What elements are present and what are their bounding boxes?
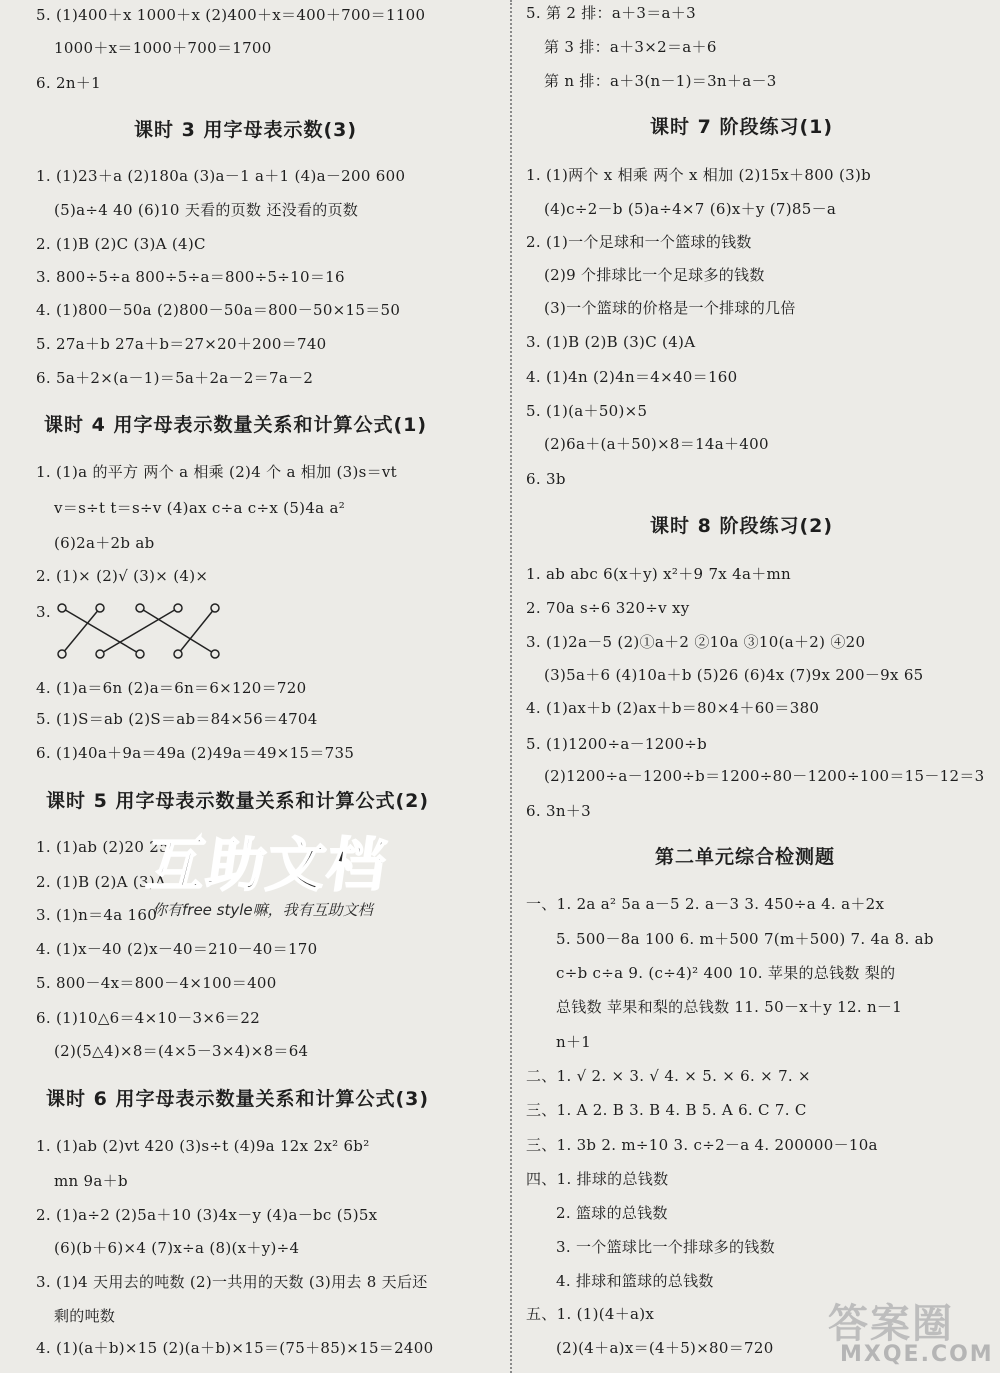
answer-line: n＋1 — [556, 1033, 592, 1051]
answer-line: (3)5a＋6 (4)10a＋b (5)26 (6)4x (7)9x 200－9x 65 — [544, 666, 924, 684]
answer-line: 6. (1)40a＋9a＝49a (2)49a＝49×15＝735 — [36, 744, 355, 762]
answer-line: 5. 500－8a 100 6. m＋500 7(m＋500) 7. 4a 8. ab — [556, 930, 934, 948]
answer-line: 第 n 排：a＋3(n－1)＝3n＋a－3 — [544, 72, 777, 90]
site-logo-domain: MXQE.COM — [840, 1342, 994, 1367]
site-logo-text: 答案圈 — [828, 1301, 954, 1347]
answer-line: (2)1200÷a－1200÷b＝1200÷80－1200÷100＝15－12＝3 — [544, 767, 985, 785]
answer-line: 3. — [36, 603, 51, 621]
answer-line: 5. 800－4x＝800－4×100＝400 — [36, 974, 277, 992]
answer-line: 5. (1)1200÷a－1200÷b — [526, 735, 708, 753]
answer-line: 5. (1)S＝ab (2)S＝ab＝84×56＝4704 — [36, 710, 318, 728]
answer-line: 3. (1)2a－5 (2)①a＋2 ②10a ③10(a＋2) ④20 — [526, 633, 866, 651]
answer-line: 2. 篮球的总钱数 — [556, 1204, 668, 1222]
answer-line: 剩的吨数 — [54, 1307, 116, 1325]
answer-line: 1. ab abc 6(x＋y) x²＋9 7x 4a＋mn — [526, 565, 791, 583]
answer-line: 3. (1)4 天用去的吨数 (2)一共用的天数 (3)用去 8 天后还 — [36, 1273, 428, 1291]
watermark-slogan: 你有free style嘛，我有互助文档 — [152, 901, 373, 919]
section-heading: 第二单元综合检测题 — [655, 846, 836, 868]
answer-line: (2)(4＋a)x＝(4＋5)×80＝720 — [556, 1339, 774, 1357]
answer-line: 5. 第 2 排：a＋3＝a＋3 — [526, 4, 696, 22]
answer-line: 1. (1)ab (2)20 25 — [36, 838, 169, 856]
answer-line: 总钱数 苹果和梨的总钱数 11. 50－x＋y 12. n－1 — [556, 998, 903, 1016]
answer-line: 3. 800÷5÷a 800÷5÷a＝800÷5÷10＝16 — [36, 268, 345, 286]
answer-line: 1. (1)23＋a (2)180a (3)a－1 a＋1 (4)a－200 600 — [36, 167, 406, 185]
answer-line: 2. (1)a÷2 (2)5a＋10 (3)4x－y (4)a－bc (5)5x — [36, 1206, 378, 1224]
answer-line: 3. 一个篮球比一个排球多的钱数 — [556, 1238, 775, 1256]
answer-line: 一、1. 2a a² 5a a－5 2. a－3 3. 450÷a 4. a＋2x — [526, 895, 885, 913]
section-heading: 课时 6 用字母表示数量关系和计算公式(3) — [46, 1088, 430, 1110]
answer-line: v＝s÷t t＝s÷v (4)ax c÷a c÷x (5)4a a² — [54, 499, 346, 517]
answer-line: 第 3 排：a＋3×2＝a＋6 — [544, 38, 717, 56]
answer-line: mn 9a＋b — [54, 1172, 128, 1190]
answer-line: (2)9 个排球比一个足球多的钱数 — [544, 266, 765, 284]
answer-line: 二、1. √ 2. × 3. √ 4. × 5. × 6. × 7. × — [526, 1067, 811, 1085]
answer-line: (6)(b＋6)×4 (7)x÷a (8)(x＋y)÷4 — [54, 1239, 300, 1257]
answer-line: 四、1. 排球的总钱数 — [526, 1170, 669, 1188]
matching-lines-diagram — [40, 598, 280, 664]
answer-line: (2)(5△4)×8＝(4×5－3×4)×8＝64 — [54, 1042, 309, 1060]
answer-line: 2. 70a s÷6 320÷v xy — [526, 599, 690, 617]
answer-line: 4. 排球和篮球的总钱数 — [556, 1272, 714, 1290]
answer-line: (4)c÷2－b (5)a÷4×7 (6)x＋y (7)85－a — [544, 200, 837, 218]
answer-line: 五、1. (1)(4＋a)x — [526, 1305, 655, 1323]
answer-line: 1000＋x＝1000＋700＝1700 — [54, 39, 272, 57]
answer-line: 2. (1)B (2)A (3)A — [36, 873, 167, 891]
section-heading: 课时 4 用字母表示数量关系和计算公式(1) — [44, 414, 428, 436]
answer-line: 3. (1)n＝4a 160 — [36, 906, 158, 924]
answer-line: 4. (1)ax＋b (2)ax＋b＝80×4＋60＝380 — [526, 699, 820, 717]
answer-line: (3)一个篮球的价格是一个排球的几倍 — [544, 299, 796, 317]
answer-line: 4. (1)a＝6n (2)a＝6n＝6×120＝720 — [36, 679, 307, 697]
answer-line: 1. (1)两个 x 相乘 两个 x 相加 (2)15x＋800 (3)b — [526, 166, 871, 184]
answer-line: 6. 2n＋1 — [36, 74, 101, 92]
answer-line: 2. (1)一个足球和一个篮球的钱数 — [526, 233, 752, 251]
answer-line: (2)6a＋(a＋50)×8＝14a＋400 — [544, 435, 769, 453]
answer-line: 3. (1)B (2)B (3)C (4)A — [526, 333, 696, 351]
section-heading: 课时 7 阶段练习(1) — [650, 116, 834, 138]
section-heading: 课时 5 用字母表示数量关系和计算公式(2) — [46, 790, 430, 812]
answer-line: 三、1. 3b 2. m÷10 3. c÷2－a 4. 200000－10a — [526, 1136, 878, 1154]
answer-line: 5. (1)400＋x 1000＋x (2)400＋x＝400＋700＝1100 — [36, 6, 426, 24]
answer-line: 2. (1)× (2)√ (3)× (4)× — [36, 567, 209, 585]
answer-line: 5. 27a＋b 27a＋b＝27×20＋200＝740 — [36, 335, 327, 353]
answer-line: 4. (1)(a＋b)×15 (2)(a＋b)×15＝(75＋85)×15＝2400 — [36, 1339, 434, 1357]
answer-line: 4. (1)x－40 (2)x－40＝210－40＝170 — [36, 940, 318, 958]
section-heading: 课时 8 阶段练习(2) — [650, 515, 834, 537]
answer-line: c÷b c÷a 9. (c÷4)² 400 10. 苹果的总钱数 梨的 — [556, 964, 896, 982]
answer-line: 1. (1)a 的平方 两个 a 相乘 (2)4 个 a 相加 (3)s＝vt — [36, 463, 398, 481]
answer-line: 6. (1)10△6＝4×10－3×6＝22 — [36, 1009, 261, 1027]
column-divider — [510, 0, 512, 1373]
section-heading: 课时 3 用字母表示数(3) — [134, 119, 358, 141]
answer-line: 1. (1)ab (2)vt 420 (3)s÷t (4)9a 12x 2x² 6b² — [36, 1137, 370, 1155]
answer-line: (5)a÷4 40 (6)10 天看的页数 还没看的页数 — [54, 201, 359, 219]
answer-line: 6. 3b — [526, 470, 566, 488]
answer-line: 2. (1)B (2)C (3)A (4)C — [36, 235, 206, 253]
answer-line: 6. 3n＋3 — [526, 802, 591, 820]
watermark-logo: 互助文档 — [142, 831, 393, 899]
answer-line: 三、1. A 2. B 3. B 4. B 5. A 6. C 7. C — [526, 1101, 807, 1119]
answer-line: 4. (1)4n (2)4n＝4×40＝160 — [526, 368, 738, 386]
site-logo — [820, 1292, 995, 1370]
answer-line: 5. (1)(a＋50)×5 — [526, 402, 648, 420]
answer-line: (6)2a＋2b ab — [54, 534, 155, 552]
answer-line: 6. 5a＋2×(a－1)＝5a＋2a－2＝7a－2 — [36, 369, 314, 387]
answer-line: 4. (1)800－50a (2)800－50a＝800－50×15＝50 — [36, 301, 401, 319]
